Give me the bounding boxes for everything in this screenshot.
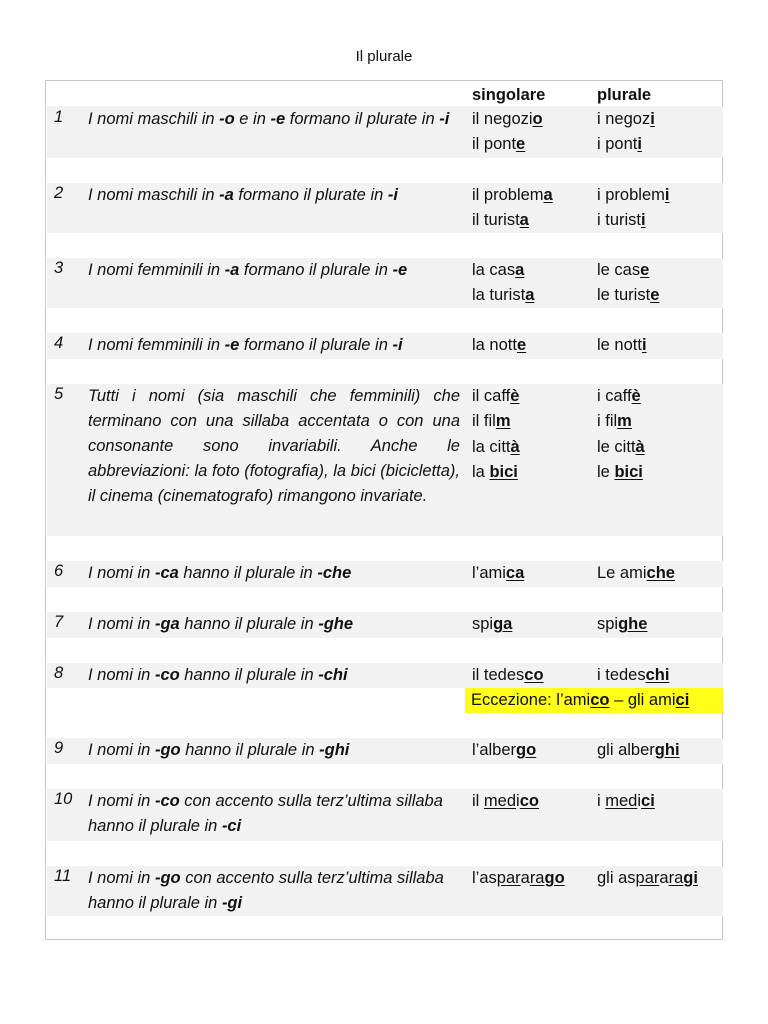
rule-number: 1: [54, 108, 64, 126]
rule-text: I nomi femminili in -e formano il plurale in -i: [88, 336, 403, 354]
rule-text: Tutti i nomi (sia maschili che femminili) che terminano con una sillaba accentata o con una consonante sono invariabili. Anche le abbreviazioni: la foto (fotografia), la bici (bicicletta), il cinema (cinematografo) rimangono invariate.: [88, 387, 460, 505]
example-plural: i negozi: [597, 110, 655, 128]
rule-number: 2: [54, 184, 64, 202]
example-singular: il problema: [472, 186, 553, 204]
singular-examples: [472, 384, 520, 485]
rule-text: I nomi maschili in -o e in -e formano il plurate in -i: [88, 110, 450, 128]
rule-text: I nomi femminili in -a formano il plurale in -e: [88, 261, 408, 279]
rule-number: 5: [54, 385, 64, 403]
singular-examples: [472, 738, 536, 763]
spacer-row: [47, 359, 723, 384]
header-row: [47, 81, 723, 106]
singular-examples: [472, 183, 553, 234]
example-plural: gli aspararagi: [597, 869, 698, 887]
rule-row-4: [47, 333, 723, 359]
example-singular: l’aspararago: [472, 869, 565, 887]
exception-highlight: Eccezione: l’amico – gli amici: [465, 688, 723, 713]
plural-examples: [597, 738, 680, 763]
example-plural: gli alberghi: [597, 741, 680, 759]
plural-examples: [597, 561, 675, 586]
example-singular: il medico: [472, 792, 539, 810]
example-singular: la città: [472, 437, 520, 456]
rule-number: 11: [54, 867, 72, 885]
rule-number: 10: [54, 790, 73, 808]
example-plural: i caffè: [597, 387, 641, 405]
example-plural: le notti: [597, 336, 647, 354]
singular-examples: [472, 866, 565, 891]
rule-text: I nomi in -co con accento sulla terz’ultima sillaba hanno il plurale in -ci: [88, 792, 443, 835]
example-plural: i film: [597, 412, 632, 431]
spacer-row: [47, 713, 723, 738]
spacer-row: [47, 638, 723, 663]
spacer-row: [47, 764, 723, 789]
example-singular: il caffè: [472, 387, 520, 405]
example-plural: le turiste: [597, 286, 660, 305]
example-plural: Le amiche: [597, 564, 675, 582]
header-plural: plurale: [597, 86, 652, 104]
rule-row-2: [47, 183, 723, 233]
rule-row-8: [47, 663, 723, 688]
plural-examples: [597, 258, 659, 309]
example-plural: i tedeschi: [597, 666, 670, 684]
rule-text: I nomi in -go hanno il plurale in -ghi: [88, 741, 350, 759]
plural-examples: [597, 183, 669, 234]
plural-examples: [597, 789, 655, 814]
singular-examples: [472, 612, 512, 637]
plural-examples: [597, 866, 698, 891]
rule-row-10: [47, 789, 723, 841]
spacer-row: [47, 841, 723, 866]
example-singular: il negozio: [472, 110, 543, 128]
rule-row-6: [47, 561, 723, 587]
singular-examples: [472, 561, 524, 586]
example-plural: i medici: [597, 792, 655, 810]
plural-examples: [597, 107, 655, 158]
plural-examples: [597, 333, 647, 358]
rule-row-3: [47, 258, 723, 308]
example-singular: la turista: [472, 286, 535, 305]
example-singular: il film: [472, 412, 511, 431]
rule-number: 9: [54, 739, 64, 757]
plural-examples: [597, 612, 647, 637]
spacer-row: [47, 587, 723, 612]
spacer-row: [47, 233, 723, 258]
rule-row-9: [47, 738, 723, 764]
example-plural: le città: [597, 437, 645, 456]
rule-text: I nomi in -co hanno il plurale in -chi: [88, 666, 348, 684]
rule-number: 4: [54, 334, 64, 352]
spacer-row: [47, 158, 723, 183]
singular-examples: [472, 258, 534, 309]
example-singular: la casa: [472, 261, 525, 279]
rule-number: 7: [54, 613, 64, 631]
rule-row-5: [47, 384, 723, 536]
singular-examples: [472, 789, 539, 814]
example-plural: le bici: [597, 462, 643, 481]
example-singular: l’albergo: [472, 741, 537, 759]
example-plural: i turisti: [597, 211, 646, 230]
example-plural: le case: [597, 261, 650, 279]
rule-text: I nomi maschili in -a formano il plurate in -i: [88, 186, 398, 204]
rule-row-7: [47, 612, 723, 638]
plural-rules-table: [45, 80, 723, 940]
example-singular: spiga: [472, 615, 513, 633]
example-singular: il turista: [472, 211, 529, 230]
example-plural: i ponti: [597, 135, 642, 154]
rule-text: I nomi in -ga hanno il plurale in -ghe: [88, 615, 354, 633]
exception-row: [47, 688, 723, 713]
example-singular: il tedesco: [472, 666, 544, 684]
rule-number: 6: [54, 562, 64, 580]
rule-number: 3: [54, 259, 64, 277]
example-singular: il ponte: [472, 135, 526, 154]
example-singular: la bici: [472, 462, 518, 481]
example-singular: la notte: [472, 336, 527, 354]
singular-examples: [472, 107, 543, 158]
example-plural: i problemi: [597, 186, 670, 204]
page-title: Il plurale: [355, 48, 413, 65]
plural-examples: [597, 663, 669, 688]
rule-number: 8: [54, 664, 64, 682]
rule-text: I nomi in -go con accento sulla terz’ultima sillaba hanno il plurale in -gi: [88, 869, 444, 912]
rule-row-11: [47, 866, 723, 916]
plural-examples: [597, 384, 645, 485]
rule-row-1: [47, 106, 723, 158]
rule-text: I nomi in -ca hanno il plurale in -che: [88, 564, 352, 582]
spacer-row: [47, 536, 723, 561]
example-plural: spighe: [597, 615, 648, 633]
singular-examples: [472, 663, 544, 688]
example-singular: l’amica: [472, 564, 525, 582]
header-singular: singolare: [472, 86, 546, 104]
singular-examples: [472, 333, 526, 358]
spacer-row: [47, 308, 723, 333]
